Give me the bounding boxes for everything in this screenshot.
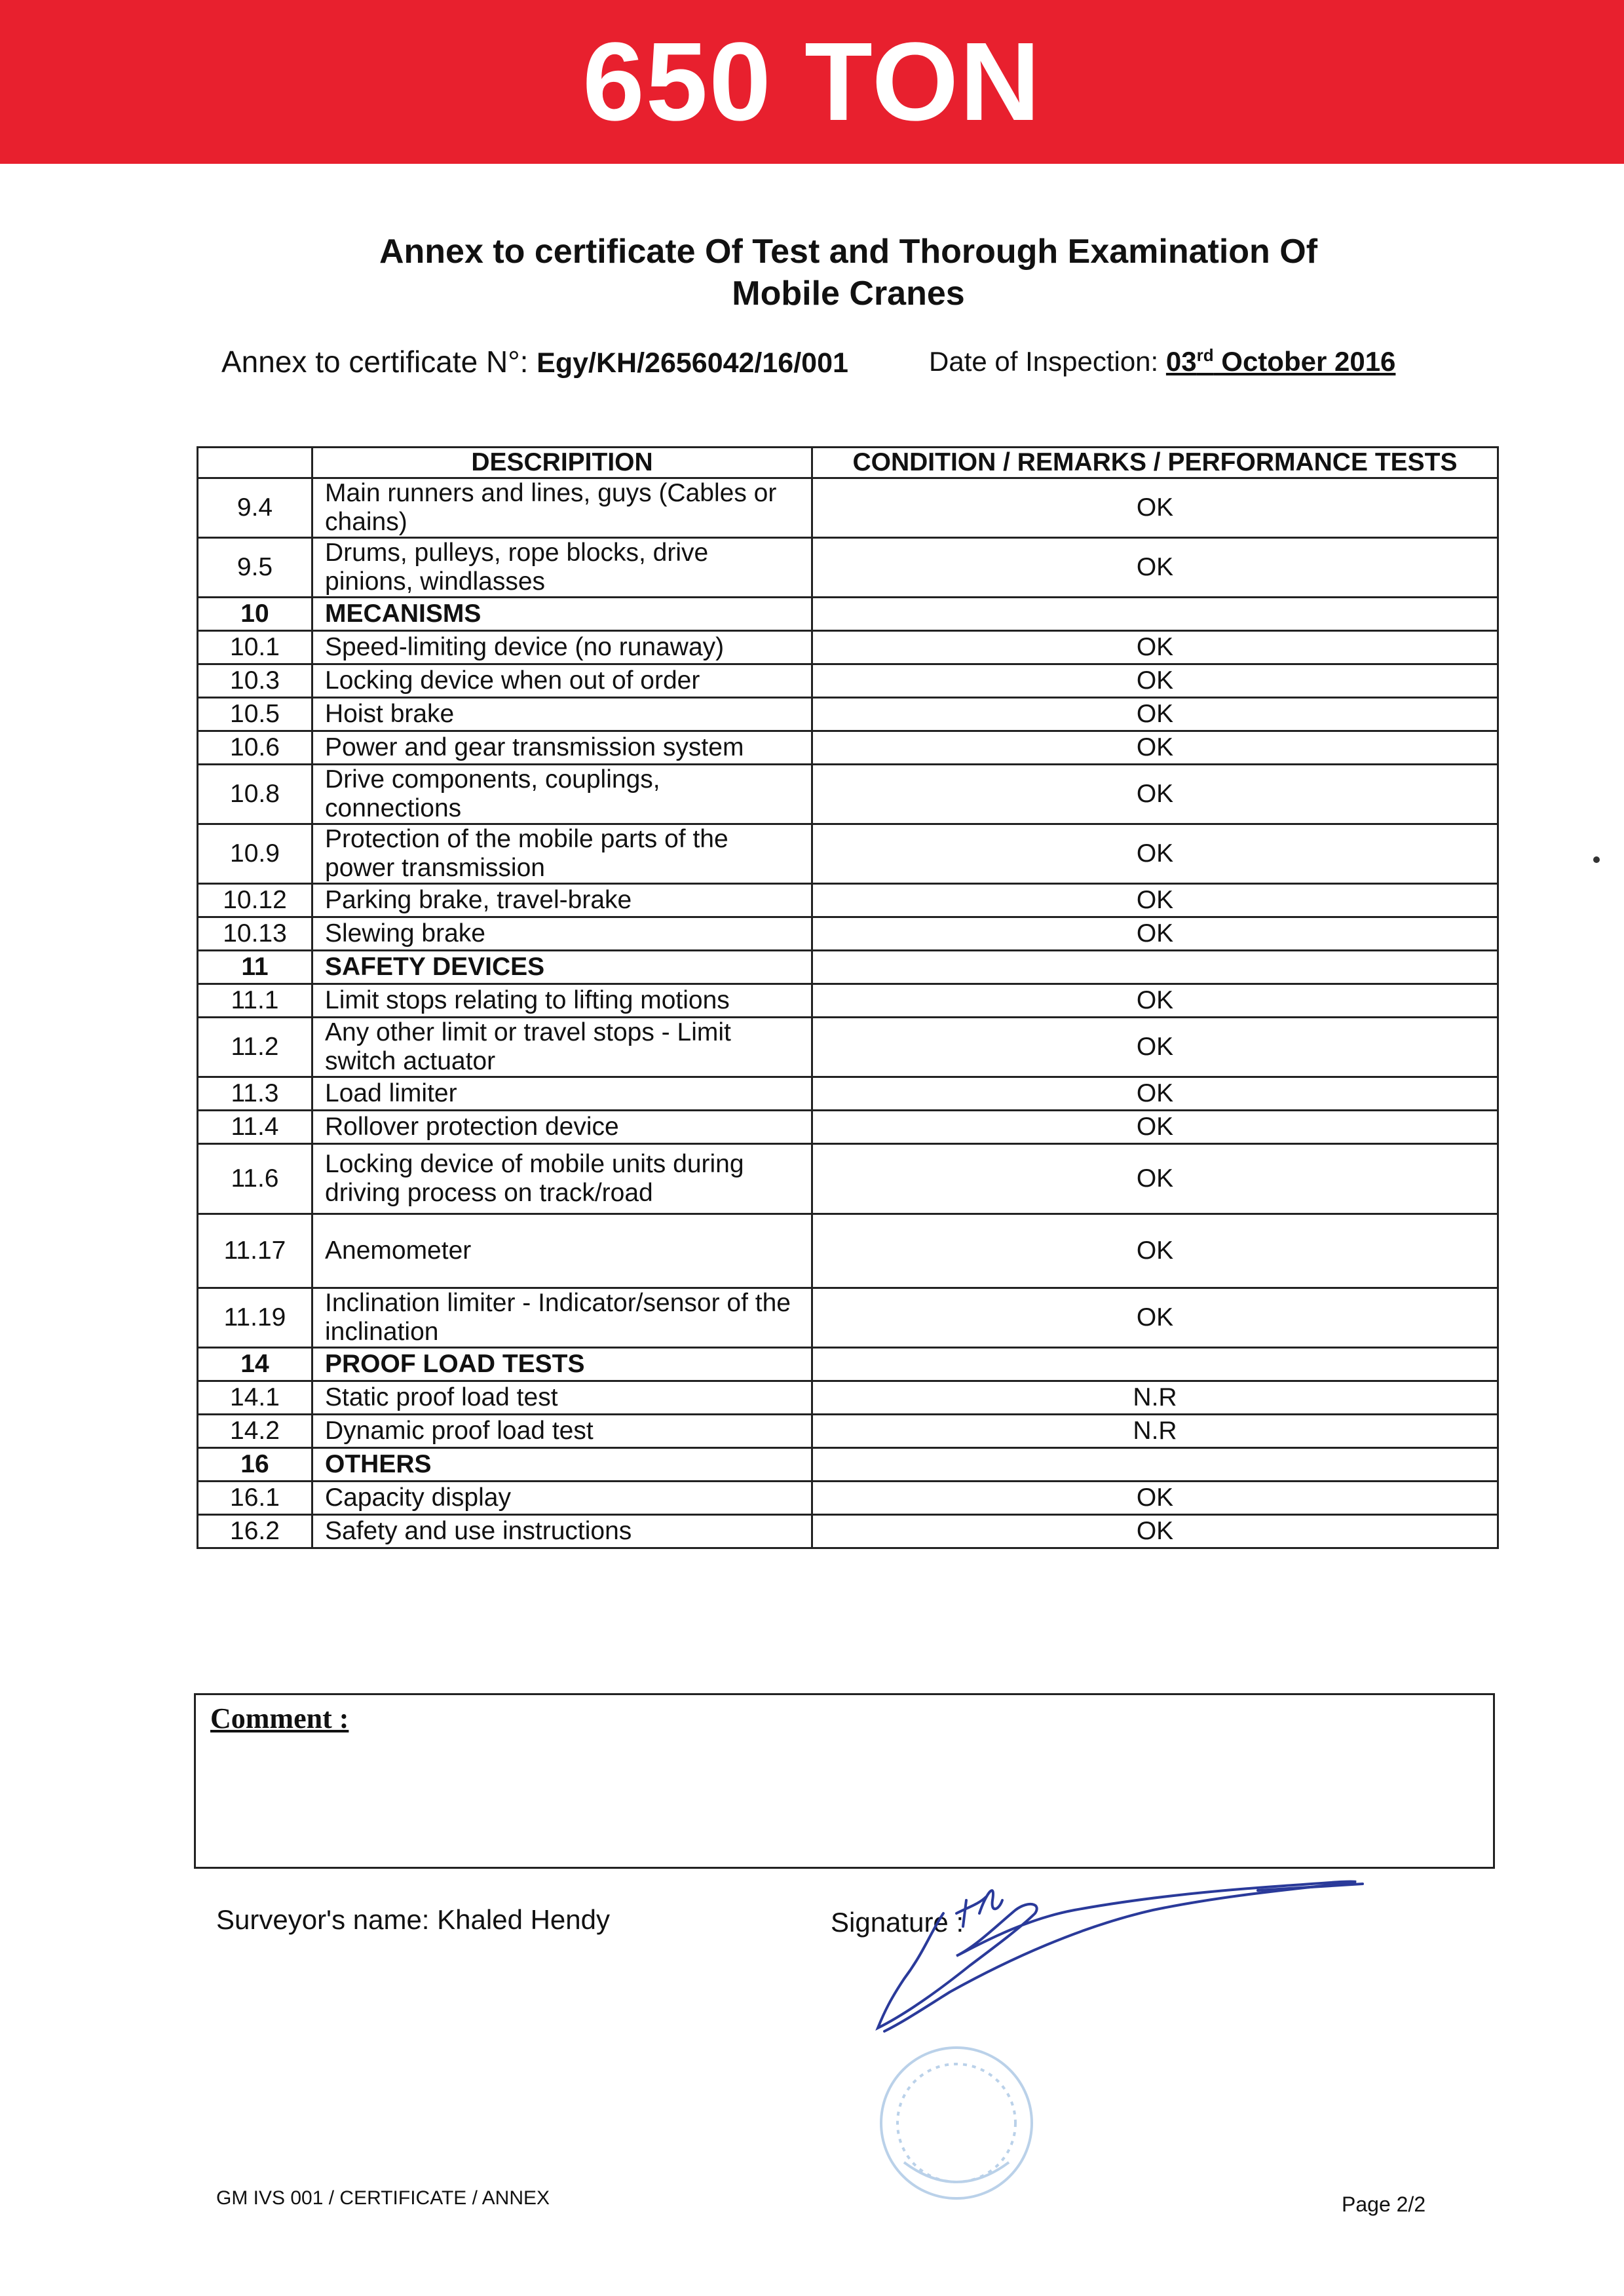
item-number: 9.5: [198, 538, 312, 598]
inspection-label: Date of Inspection:: [929, 346, 1166, 377]
title-line-1: Annex to certificate Of Test and Thorough Examination Of: [379, 233, 1318, 271]
surveyor-name: Khaled Hendy: [437, 1904, 611, 1935]
banner-title: 650 TON: [582, 20, 1042, 144]
item-description: Main runners and lines, guys (Cables or chains): [312, 478, 812, 538]
item-description: Limit stops relating to lifting motions: [312, 984, 812, 1018]
inspection-month-year: October 2016: [1213, 346, 1396, 377]
table-row: [198, 1214, 1498, 1288]
item-description: OTHERS: [312, 1448, 812, 1482]
item-number: 9.4: [198, 478, 312, 538]
item-description: Safety and use instructions: [312, 1515, 812, 1548]
table-row: [198, 1144, 1498, 1214]
item-description: Locking device of mobile units during driving process on track/road: [312, 1144, 812, 1214]
item-result: [812, 951, 1498, 984]
table-section-row: [198, 598, 1498, 631]
certificate-label: Annex to certificate N°:: [221, 345, 537, 379]
item-result: N.R: [812, 1381, 1498, 1415]
inspection-date: [1166, 346, 1396, 377]
item-description: Drums, pulleys, rope blocks, drive pinions, windlasses: [312, 538, 812, 598]
item-number: 11.4: [198, 1111, 312, 1144]
header-condition: CONDITION / REMARKS / PERFORMANCE TESTS: [812, 448, 1498, 478]
item-result: OK: [812, 1077, 1498, 1111]
item-description: Inclination limiter - Indicator/sensor of the inclination: [312, 1288, 812, 1348]
item-description: Parking brake, travel-brake: [312, 884, 812, 917]
item-description: Static proof load test: [312, 1381, 812, 1415]
item-result: OK: [812, 478, 1498, 538]
item-number: 11: [198, 951, 312, 984]
item-number: 10.9: [198, 824, 312, 884]
item-result: OK: [812, 538, 1498, 598]
table-row: [198, 1111, 1498, 1144]
item-description: Rollover protection device: [312, 1111, 812, 1144]
table-row: [198, 884, 1498, 917]
item-number: 14.2: [198, 1415, 312, 1448]
item-number: 10.1: [198, 631, 312, 664]
item-result: [812, 598, 1498, 631]
handwritten-signature: [865, 1874, 1402, 2057]
item-number: 10: [198, 598, 312, 631]
item-number: 10.3: [198, 664, 312, 698]
item-result: OK: [812, 698, 1498, 731]
comment-label: Comment :: [210, 1702, 349, 1734]
table-row: [198, 917, 1498, 951]
item-result: [812, 1348, 1498, 1381]
table-row: [198, 1288, 1498, 1348]
comment-box: [194, 1693, 1495, 1869]
item-description: Speed-limiting device (no runaway): [312, 631, 812, 664]
footer-document-code: GM IVS 001 / CERTIFICATE / ANNEX: [216, 2187, 550, 2209]
item-number: 10.12: [198, 884, 312, 917]
item-number: 10.5: [198, 698, 312, 731]
item-result: OK: [812, 765, 1498, 824]
header-description: DESCRIPITION: [312, 448, 812, 478]
item-result: OK: [812, 824, 1498, 884]
item-result: OK: [812, 1288, 1498, 1348]
signature-label: Signature :: [831, 1907, 964, 1938]
table-row: [198, 478, 1498, 538]
item-description: Drive components, couplings, connections: [312, 765, 812, 824]
item-description: Any other limit or travel stops - Limit switch actuator: [312, 1018, 812, 1077]
table-row: [198, 1077, 1498, 1111]
item-number: 16.2: [198, 1515, 312, 1548]
item-number: 11.3: [198, 1077, 312, 1111]
item-result: OK: [812, 1144, 1498, 1214]
item-number: 11.19: [198, 1288, 312, 1348]
footer-page-number: Page 2/2: [1342, 2192, 1426, 2216]
table-row: [198, 664, 1498, 698]
item-number: 16.1: [198, 1482, 312, 1515]
item-result: OK: [812, 731, 1498, 765]
item-description: Dynamic proof load test: [312, 1415, 812, 1448]
inspection-day: 03: [1165, 346, 1197, 377]
item-result: OK: [812, 1111, 1498, 1144]
item-result: OK: [812, 984, 1498, 1018]
header-banner: [0, 0, 1624, 164]
inspection-day-suffix: rd: [1196, 345, 1214, 365]
item-result: OK: [812, 884, 1498, 917]
item-result: OK: [812, 1018, 1498, 1077]
item-description: Slewing brake: [312, 917, 812, 951]
table-row: [198, 698, 1498, 731]
item-number: 10.6: [198, 731, 312, 765]
item-number: 11.2: [198, 1018, 312, 1077]
table-row: [198, 538, 1498, 598]
item-number: 11.6: [198, 1144, 312, 1214]
item-number: 10.13: [198, 917, 312, 951]
item-number: 11.17: [198, 1214, 312, 1288]
item-result: OK: [812, 1515, 1498, 1548]
table-row: [198, 1482, 1498, 1515]
item-description: Capacity display: [312, 1482, 812, 1515]
inspection-date-line: [929, 345, 1395, 377]
item-description: Power and gear transmission system: [312, 731, 812, 765]
item-number: 14: [198, 1348, 312, 1381]
table-row: [198, 984, 1498, 1018]
item-description: Locking device when out of order: [312, 664, 812, 698]
surveyor-line: [216, 1904, 610, 1936]
official-stamp: [845, 2044, 1068, 2215]
table-row: [198, 1018, 1498, 1077]
item-number: 14.1: [198, 1381, 312, 1415]
inspection-table: [197, 446, 1499, 1549]
item-result: OK: [812, 917, 1498, 951]
table-row: [198, 824, 1498, 884]
item-description: SAFETY DEVICES: [312, 951, 812, 984]
surveyor-label: Surveyor's name:: [216, 1904, 438, 1935]
item-description: MECANISMS: [312, 598, 812, 631]
table-row: [198, 731, 1498, 765]
item-result: [812, 1448, 1498, 1482]
table-section-row: [198, 1348, 1498, 1381]
certificate-number: Egy/KH/2656042/16/001: [537, 347, 848, 379]
scan-dot: [1593, 856, 1600, 863]
item-result: OK: [812, 1482, 1498, 1515]
item-number: 16: [198, 1448, 312, 1482]
certificate-number-line: [221, 344, 848, 379]
item-result: OK: [812, 631, 1498, 664]
item-description: Load limiter: [312, 1077, 812, 1111]
document-title: [0, 231, 1624, 315]
table-section-row: [198, 1448, 1498, 1482]
item-result: N.R: [812, 1415, 1498, 1448]
item-description: PROOF LOAD TESTS: [312, 1348, 812, 1381]
table-row: [198, 1415, 1498, 1448]
item-description: Hoist brake: [312, 698, 812, 731]
item-result: OK: [812, 1214, 1498, 1288]
table-row: [198, 631, 1498, 664]
item-number: 10.8: [198, 765, 312, 824]
title-line-2: Mobile Cranes: [732, 275, 965, 313]
item-result: OK: [812, 664, 1498, 698]
table-section-row: [198, 951, 1498, 984]
table-row: [198, 765, 1498, 824]
item-description: Anemometer: [312, 1214, 812, 1288]
table-header-row: [198, 448, 1498, 478]
item-number: 11.1: [198, 984, 312, 1018]
table-row: [198, 1515, 1498, 1548]
table-row: [198, 1381, 1498, 1415]
item-description: Protection of the mobile parts of the power transmission: [312, 824, 812, 884]
header-number: [198, 448, 312, 478]
